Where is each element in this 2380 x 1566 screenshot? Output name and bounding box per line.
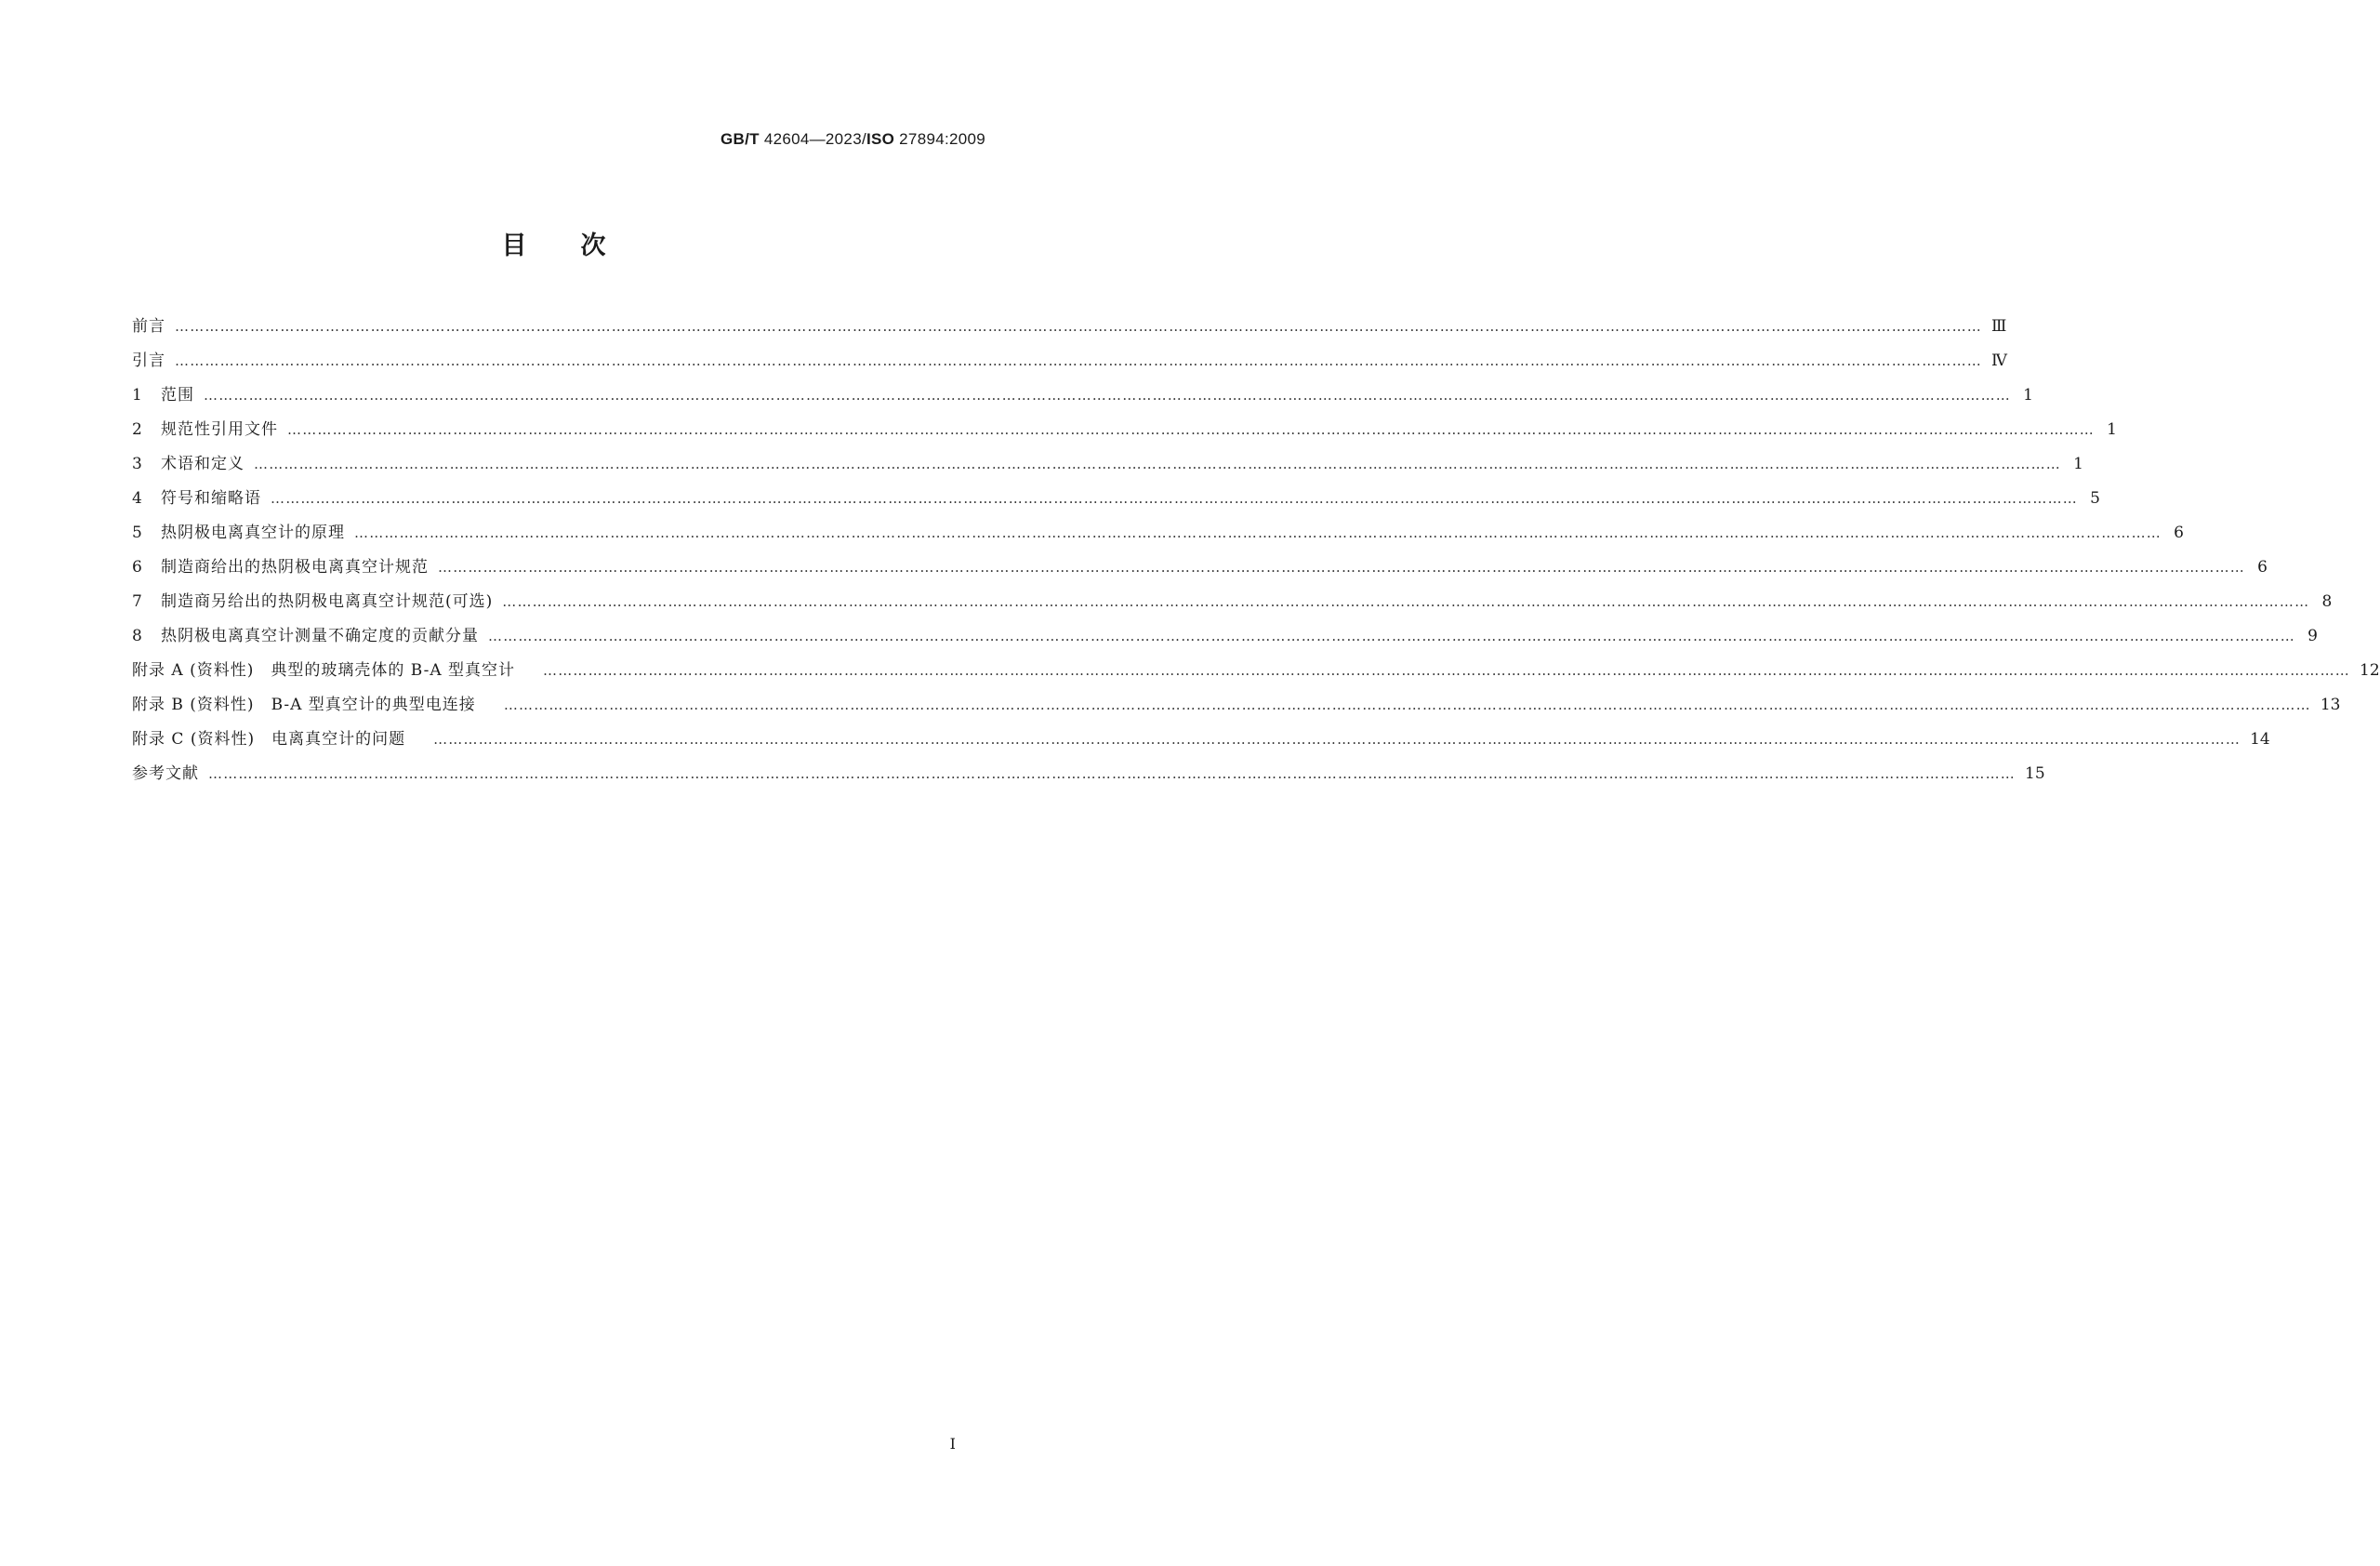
toc-entry[interactable]: [132, 553, 2268, 588]
toc-entry-number: 1: [132, 386, 142, 405]
toc-entry-label-text: 热阴极电离真空计测量不确定度的贡献分量: [161, 627, 479, 645]
toc-entry-page: 1: [2023, 386, 2033, 405]
toc-entry-number: 6: [132, 558, 142, 577]
toc-entry-page: 6: [2174, 524, 2184, 542]
toc-entry[interactable]: [132, 588, 2333, 622]
toc-entry-label-text: 参考文献: [132, 764, 199, 783]
toc-entry-page: 12: [2360, 661, 2380, 680]
toc-entry[interactable]: [132, 312, 2007, 347]
toc-entry-page: 1: [2073, 455, 2083, 473]
toc-leader-dots: ………………………………………………………………………………………………………………………………………………………………………………………………………………………………………………………………………………………………………………………………: [488, 628, 2295, 644]
toc-entry-page: 14: [2250, 730, 2270, 749]
toc-leader-dots: ………………………………………………………………………………………………………………………………………………………………………………………………………………………………………………………………………………………………………………………………: [208, 765, 2016, 782]
toc-entry[interactable]: [132, 519, 2184, 553]
toc-entry-label-text: 前言: [132, 317, 165, 336]
toc-entry[interactable]: [132, 725, 2270, 760]
toc-entry[interactable]: [132, 484, 2100, 519]
toc-entry-page: 5: [2090, 489, 2100, 508]
toc-leader-dots: ………………………………………………………………………………………………………………………………………………………………………………………………………………………………………………………………………………………………………………………………: [502, 593, 2310, 610]
standard-designation: [721, 130, 985, 149]
std-number: 42604—2023/: [759, 130, 866, 148]
toc-entry-label-text: 范围: [161, 386, 194, 405]
toc-leader-dots: ………………………………………………………………………………………………………………………………………………………………………………………………………………………………………………………………………………………………………………………………: [503, 697, 2311, 713]
page-title: 目次: [501, 232, 660, 260]
toc-entry[interactable]: [132, 381, 2033, 416]
toc-entry-label-text: 附录 A (资料性): [132, 661, 255, 680]
toc-leader-dots: ………………………………………………………………………………………………………………………………………………………………………………………………………………………………………………………………………………………………………………………………: [204, 387, 2011, 404]
toc-entry-number: 5: [132, 524, 142, 542]
toc-entry-page: 15: [2025, 764, 2045, 783]
toc-entry-page: Ⅳ: [1991, 352, 2007, 370]
toc-entry-label: [132, 725, 424, 749]
toc-leader-dots: ………………………………………………………………………………………………………………………………………………………………………………………………………………………………………………………………………………………………………………………………: [354, 524, 2162, 541]
toc-leader-dots: ………………………………………………………………………………………………………………………………………………………………………………………………………………………………………………………………………………………………………………………………: [175, 318, 1982, 335]
toc-leader-dots: ………………………………………………………………………………………………………………………………………………………………………………………………………………………………………………………………………………………………………………………………: [543, 662, 2350, 679]
toc-entry-label: [161, 519, 345, 542]
toc-entry-label: [161, 416, 278, 439]
toc-entry-label: [161, 381, 194, 405]
toc-entry-page: 1: [2107, 420, 2117, 439]
toc-entry[interactable]: [132, 416, 2117, 450]
toc-entry[interactable]: [132, 622, 2318, 657]
toc-entry-number: 2: [132, 420, 142, 439]
toc-entry[interactable]: [132, 450, 2083, 484]
toc-entry-label-text: 附录 B (资料性): [132, 696, 255, 714]
toc-entry-label: [161, 553, 429, 577]
toc-entry[interactable]: [132, 691, 2341, 725]
std-prefix: GB/T: [721, 130, 760, 148]
toc-entry-page: 9: [2307, 627, 2318, 645]
toc-entry-label-text: 附录 C (资料性): [132, 730, 256, 749]
toc-entry-number: 7: [132, 592, 142, 611]
toc-entry-number: 3: [132, 455, 142, 473]
toc-entry-page: 6: [2257, 558, 2268, 577]
toc-entry-page: 13: [2320, 696, 2341, 714]
toc-entry-label-text: 制造商另给出的热阴极电离真空计规范(可选): [161, 592, 494, 611]
toc-entry-label: [132, 312, 165, 336]
page-number: I: [949, 1435, 956, 1453]
toc-entry-label: [132, 760, 199, 783]
toc-entry-subtitle: B-A 型真空计的典型电连接: [271, 696, 476, 714]
toc-entry-label: [161, 484, 261, 508]
toc-entry[interactable]: [132, 657, 2380, 691]
toc-leader-dots: ………………………………………………………………………………………………………………………………………………………………………………………………………………………………………………………………………………………………………………………………: [433, 731, 2241, 748]
toc-entry[interactable]: [132, 347, 2007, 381]
toc-entry-subtitle: 电离真空计的问题: [271, 730, 406, 749]
toc-leader-dots: ………………………………………………………………………………………………………………………………………………………………………………………………………………………………………………………………………………………………………………………………: [175, 352, 1982, 369]
toc-entry[interactable]: [132, 760, 2045, 794]
toc-entry-number: 8: [132, 627, 142, 645]
table-of-contents: [132, 312, 2380, 794]
toc-entry-label: [161, 622, 479, 645]
toc-entry-label: [161, 450, 245, 473]
toc-entry-label: [132, 657, 534, 680]
toc-entry-label-text: 热阴极电离真空计的原理: [161, 524, 345, 542]
toc-entry-subtitle: 典型的玻璃壳体的 B-A 型真空计: [271, 661, 515, 680]
toc-entry-number: 4: [132, 489, 142, 508]
toc-entry-label-text: 引言: [132, 352, 165, 370]
toc-entry-label-text: 制造商给出的热阴极电离真空计规范: [161, 558, 429, 577]
toc-entry-label-text: 符号和缩略语: [161, 489, 261, 508]
toc-leader-dots: ………………………………………………………………………………………………………………………………………………………………………………………………………………………………………………………………………………………………………………………………: [287, 421, 2095, 438]
toc-entry-label: [132, 691, 495, 714]
toc-entry-label: [132, 347, 165, 370]
toc-entry-label-text: 术语和定义: [161, 455, 245, 473]
toc-leader-dots: ………………………………………………………………………………………………………………………………………………………………………………………………………………………………………………………………………………………………………………………………: [271, 490, 2078, 507]
toc-entry-page: 8: [2321, 592, 2333, 611]
iso-prefix: ISO: [866, 130, 895, 148]
toc-entry-page: Ⅲ: [1991, 317, 2007, 336]
toc-leader-dots: ………………………………………………………………………………………………………………………………………………………………………………………………………………………………………………………………………………………………………………………………: [438, 559, 2245, 576]
toc-entry-label-text: 规范性引用文件: [161, 420, 278, 439]
toc-entry-label: [161, 588, 493, 611]
toc-leader-dots: ………………………………………………………………………………………………………………………………………………………………………………………………………………………………………………………………………………………………………………………………: [254, 456, 2061, 472]
iso-number: 27894:2009: [894, 130, 985, 148]
